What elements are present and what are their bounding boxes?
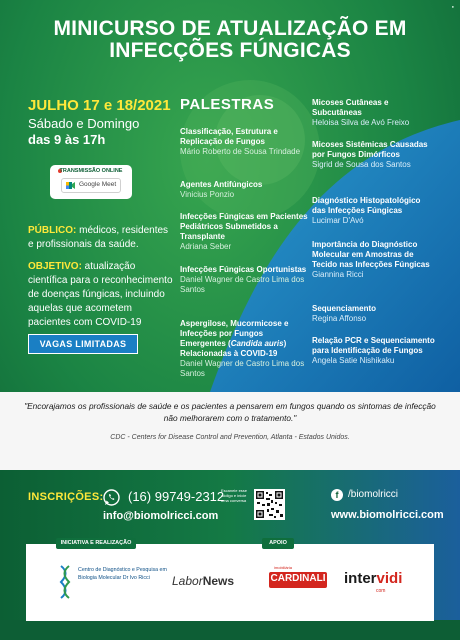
talk-title-italic: Candida auris [230,339,284,348]
whatsapp-icon [103,489,120,506]
objective-text [28,260,176,330]
transmission-badge [50,165,132,199]
talk-title-part: ) Relacionadas à COVID-19 [180,339,287,358]
website-link[interactable]: www.biomolricci.com [331,509,444,521]
cdc-quote: "Encorajamos os profissionais de saúde e os pacientes a pensarem em fungos quando os sintomas de infecção não melhorarem com o tratamento." [24,401,436,423]
audience-label: PÚBLICO: [28,225,77,236]
intervidi-logo [344,570,402,587]
talk-item [312,140,436,170]
labornews-logo-part: Labor [172,574,203,588]
talk-title: Classificação, Estrutura e Replicação de Fungos [180,127,278,146]
transmission-label: TRANSMISSÃO ONLINE [59,168,123,174]
talk-speaker: Mário Roberto de Sousa Trindade [180,147,301,156]
cardinali-logo [269,565,327,588]
talk-speaker: Sigrid de Sousa dos Santos [312,160,411,169]
google-meet-label: Google Meet [79,181,117,188]
registration-label: INSCRIÇÕES: [28,491,104,503]
facebook-handle[interactable]: /biomolricci [348,489,399,500]
cardinali-small-text: imobiliária [274,565,293,570]
talk-item [312,336,436,366]
labornews-logo-part: News [202,574,235,588]
talk-speaker: Lucimar D'Avó [312,216,364,225]
google-meet-icon [66,182,75,189]
objective-label: OBJETIVO: [28,261,82,272]
email-link[interactable]: info@biomolricci.com [103,510,219,522]
talk-item [180,265,310,295]
intervidi-com: com [376,588,386,594]
talk-speaker: Vinicius Ponzio [180,190,235,199]
talk-title [180,319,310,359]
event-date: JULHO 17 e 18/2021 [28,97,171,114]
page-title [0,18,460,62]
talk-title-part: Aspergilose, Mucormicose e Infecções por Fungos Emergentes ( [180,319,289,348]
talk-speaker: Adriana Seber [180,242,232,251]
intervidi-logo-part: vidi [376,570,403,587]
cdp-logo [58,564,168,604]
talk-speaker: Regina Affonso [312,314,367,323]
initiative-tag: INICIATIVA E REALIZAÇÃO [56,538,136,549]
event-days: Sábado e Domingo [28,116,140,131]
talk-title: Agentes Antifúngicos [180,180,263,189]
cardinali-logo-text: CARDINALI [270,573,326,584]
talk-item [180,127,310,157]
talk-item [312,196,436,226]
sponsors-footer [26,540,434,621]
talk-speaker: Daniel Wagner de Castro Lima dos Santos [180,359,305,378]
talk-title: Micoses Sistêmicas Causadas por Fungos Dimórficos [312,140,428,159]
qr-scan-hint: Escaneie esse código e inicie uma conversa [221,488,248,503]
talks-heading: PALESTRAS [180,96,275,113]
talk-title: Sequenciamento [312,304,377,313]
intervidi-logo-part: inter [344,570,377,587]
talk-item [180,319,310,379]
talk-speaker: Heloisa Silva de Avó Freixo [312,118,410,127]
limited-seats-badge: VAGAS LIMITADAS [28,334,138,354]
corner-mark: ● [451,4,454,9]
objective-value: atualização científica para o reconhecimento de doenças fúngicas, incluindo aquelas que acometem pacientes com COVID-19 [28,261,173,328]
talk-item [180,180,310,200]
qr-code[interactable] [254,489,285,520]
audience-value: médicos, residentes e profissionais da saúde. [28,225,169,250]
talk-speaker: Giannina Ricci [312,270,364,279]
talk-title: Relação PCR e Sequenciamento para Identificação de Fungos [312,336,435,355]
talk-item [312,240,436,280]
talk-item [312,98,436,128]
quote-source: CDC - Centers for Disease Control and Prevention, Atlanta - Estados Unidos. [110,434,350,441]
cdp-name: Centro de Diagnóstico e Pesquisa em Biologia Molecular Dr Ivo Ricci [78,567,167,581]
talk-speaker: Daniel Wagner de Castro Lima dos Santos [180,275,305,294]
talk-title: Infecções Fúngicas em Pacientes Pediátricos Submetidos a Transplante [180,212,308,241]
phone-number[interactable]: (16) 99749-2312 [128,489,225,504]
dna-logo-icon [58,564,72,600]
talk-item [180,212,310,252]
facebook-icon: f [331,489,343,501]
support-tag: APOIO [262,538,294,549]
title-line-1: MINICURSO DE ATUALIZAÇÃO EM [53,17,407,40]
talk-speaker: Angela Satie Nishikaku [312,356,395,365]
talk-title: Diagnóstico Histopatológico das Infecções Fúngicas [312,196,421,215]
event-hours: das 9 às 17h [28,132,106,147]
google-meet-badge [61,178,121,193]
talk-title: Importância do Diagnóstico Molecular em Amostras de Tecido nas Infecções Fúngicas [312,240,430,269]
audience-text [28,224,176,252]
title-line-2: INFECÇÕES FÚNGICAS [109,39,351,62]
talk-title: Infecções Fúngicas Oportunistas [180,265,307,274]
talk-item [312,304,436,324]
quote-band [0,392,460,470]
talk-title: Micoses Cutâneas e Subcutâneas [312,98,389,117]
labornews-logo [172,574,234,588]
